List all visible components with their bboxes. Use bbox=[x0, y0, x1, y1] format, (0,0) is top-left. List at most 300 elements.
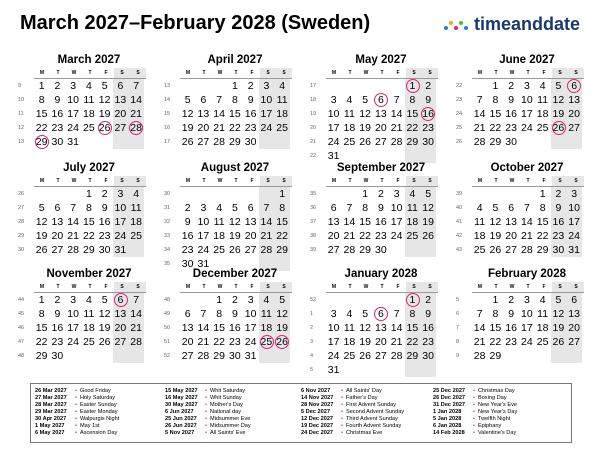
day-cell[interactable]: 1 bbox=[38, 294, 45, 306]
day-cell[interactable]: 16 bbox=[98, 216, 111, 228]
day-cell[interactable]: 13 bbox=[197, 108, 210, 120]
day-cell[interactable]: 5 bbox=[274, 293, 290, 307]
day-cell[interactable]: 23 bbox=[420, 121, 436, 135]
day-cell[interactable]: 10 bbox=[390, 202, 403, 214]
holiday-name[interactable]: May 1st bbox=[79, 423, 100, 429]
day-cell[interactable]: 23 bbox=[181, 244, 194, 256]
holiday-name[interactable]: Third Advent Sunday bbox=[345, 416, 398, 422]
day-cell[interactable]: 11 bbox=[259, 307, 275, 321]
day-cell[interactable]: 8 bbox=[405, 307, 421, 321]
holiday-name[interactable]: Holy Saturday bbox=[79, 395, 116, 401]
day-cell[interactable]: 6 bbox=[330, 202, 337, 214]
day-cell[interactable]: 2 bbox=[420, 79, 436, 93]
day-cell[interactable]: 28 bbox=[521, 244, 533, 256]
day-cell[interactable]: 25 bbox=[536, 336, 549, 348]
day-cell[interactable]: 4 bbox=[539, 294, 546, 306]
day-cell[interactable]: 6 bbox=[113, 79, 129, 93]
day-cell[interactable]: 24 bbox=[197, 244, 210, 256]
day-cell[interactable]: 9 bbox=[54, 94, 61, 106]
day-cell[interactable]: 26 bbox=[98, 336, 111, 348]
day-cell[interactable]: 7 bbox=[393, 308, 400, 320]
day-cell[interactable]: 31 bbox=[67, 136, 79, 148]
day-cell[interactable]: 3 bbox=[113, 187, 129, 201]
day-cell[interactable]: 17 bbox=[327, 122, 340, 134]
day-cell[interactable]: 18 bbox=[83, 108, 95, 120]
day-cell[interactable]: 17 bbox=[521, 108, 533, 120]
day-cell[interactable]: 6 bbox=[54, 202, 61, 214]
timeanddate-logo[interactable] bbox=[444, 14, 580, 35]
day-cell[interactable]: 22 bbox=[359, 230, 371, 242]
day-cell[interactable]: 24 bbox=[67, 122, 79, 134]
day-cell[interactable]: 22 bbox=[405, 335, 421, 349]
day-cell[interactable]: 24 bbox=[244, 336, 257, 348]
day-cell[interactable]: 30 bbox=[505, 136, 517, 148]
day-cell[interactable]: 18 bbox=[473, 230, 486, 242]
day-cell[interactable]: 19 bbox=[420, 215, 436, 229]
day-cell[interactable]: 10 bbox=[521, 94, 533, 106]
day-cell[interactable]: 29 bbox=[229, 136, 241, 148]
day-cell[interactable]: 20 bbox=[566, 107, 582, 121]
day-cell[interactable]: 18 bbox=[259, 321, 275, 335]
day-cell[interactable]: 10 bbox=[327, 322, 340, 334]
day-cell[interactable]: 31 bbox=[327, 364, 340, 376]
day-cell[interactable]: 8 bbox=[274, 201, 290, 215]
holiday-name[interactable]: Christmas Day bbox=[477, 388, 515, 394]
day-cell[interactable]: 28 bbox=[343, 244, 356, 256]
day-cell[interactable]: 24 bbox=[390, 230, 403, 242]
day-cell[interactable]: 2 bbox=[184, 202, 191, 214]
holiday-day-cell[interactable]: 6 bbox=[113, 293, 129, 307]
day-cell[interactable]: 31 bbox=[327, 150, 340, 162]
day-cell[interactable]: 23 bbox=[375, 230, 387, 242]
day-cell[interactable]: 4 bbox=[128, 187, 144, 201]
day-cell[interactable]: 13 bbox=[181, 322, 194, 334]
day-cell[interactable]: 11 bbox=[83, 94, 95, 106]
holiday-name[interactable]: Whit Saturday bbox=[209, 388, 246, 394]
day-cell[interactable]: 17 bbox=[67, 322, 79, 334]
day-cell[interactable]: 27 bbox=[113, 335, 129, 349]
day-cell[interactable]: 7 bbox=[128, 79, 144, 93]
day-cell[interactable]: 3 bbox=[523, 294, 530, 306]
day-cell[interactable]: 19 bbox=[489, 230, 502, 242]
day-cell[interactable]: 27 bbox=[181, 350, 194, 362]
day-cell[interactable]: 5 bbox=[38, 202, 45, 214]
holiday-day-cell[interactable]: 29 bbox=[34, 135, 50, 149]
day-cell[interactable]: 29 bbox=[274, 243, 290, 257]
day-cell[interactable]: 12 bbox=[551, 93, 567, 107]
day-cell[interactable]: 26 bbox=[359, 350, 371, 362]
day-cell[interactable]: 6 bbox=[566, 293, 582, 307]
day-cell[interactable]: 26 bbox=[420, 229, 436, 243]
day-cell[interactable]: 27 bbox=[113, 121, 129, 135]
day-cell[interactable]: 3 bbox=[247, 294, 254, 306]
day-cell[interactable]: 15 bbox=[35, 322, 48, 334]
holiday-name[interactable]: Twelfth Night bbox=[477, 416, 511, 422]
day-cell[interactable]: 24 bbox=[521, 336, 533, 348]
day-cell[interactable]: 3 bbox=[330, 308, 337, 320]
day-cell[interactable]: 29 bbox=[405, 135, 421, 149]
day-cell[interactable]: 12 bbox=[420, 201, 436, 215]
day-cell[interactable]: 13 bbox=[113, 307, 129, 321]
day-cell[interactable]: 27 bbox=[197, 136, 210, 148]
day-cell[interactable]: 21 bbox=[197, 336, 210, 348]
day-cell[interactable]: 7 bbox=[128, 293, 144, 307]
day-cell[interactable]: 17 bbox=[566, 215, 582, 229]
holiday-day-cell[interactable]: 1 bbox=[405, 79, 421, 93]
day-cell[interactable]: 11 bbox=[537, 94, 549, 106]
day-cell[interactable]: 8 bbox=[85, 202, 92, 214]
day-cell[interactable]: 27 bbox=[327, 244, 340, 256]
day-cell[interactable]: 16 bbox=[505, 322, 517, 334]
day-cell[interactable]: 9 bbox=[508, 94, 515, 106]
holiday-name[interactable]: Whit Sunday bbox=[209, 395, 242, 401]
day-cell[interactable]: 6 bbox=[200, 94, 207, 106]
day-cell[interactable]: 12 bbox=[181, 108, 194, 120]
day-cell[interactable]: 23 bbox=[229, 336, 241, 348]
day-cell[interactable]: 3 bbox=[259, 79, 275, 93]
day-cell[interactable]: 2 bbox=[508, 80, 515, 92]
day-cell[interactable]: 30 bbox=[420, 135, 436, 149]
day-cell[interactable]: 21 bbox=[67, 230, 79, 242]
day-cell[interactable]: 1 bbox=[274, 187, 290, 201]
day-cell[interactable]: 6 bbox=[247, 202, 254, 214]
holiday-day-cell[interactable]: 25 bbox=[259, 335, 275, 349]
day-cell[interactable]: 31 bbox=[566, 243, 582, 257]
day-cell[interactable]: 25 bbox=[405, 229, 421, 243]
day-cell[interactable]: 13 bbox=[244, 216, 257, 228]
day-cell[interactable]: 18 bbox=[536, 322, 549, 334]
holiday-day-cell[interactable]: 16 bbox=[420, 107, 436, 121]
day-cell[interactable]: 11 bbox=[537, 308, 549, 320]
day-cell[interactable]: 5 bbox=[231, 202, 238, 214]
day-cell[interactable]: 4 bbox=[216, 202, 223, 214]
day-cell[interactable]: 28 bbox=[390, 136, 403, 148]
day-cell[interactable]: 17 bbox=[113, 215, 129, 229]
day-cell[interactable]: 2 bbox=[231, 294, 238, 306]
day-cell[interactable]: 20 bbox=[197, 122, 210, 134]
holiday-name[interactable]: Easter Sunday bbox=[79, 402, 117, 408]
day-cell[interactable]: 22 bbox=[489, 122, 502, 134]
day-cell[interactable]: 1 bbox=[362, 188, 369, 200]
day-cell[interactable]: 5 bbox=[492, 202, 499, 214]
day-cell[interactable]: 7 bbox=[476, 94, 483, 106]
day-cell[interactable]: 22 bbox=[536, 230, 549, 242]
day-cell[interactable]: 10 bbox=[244, 308, 257, 320]
holiday-name[interactable]: All Saints' Day bbox=[345, 388, 382, 394]
day-cell[interactable]: 21 bbox=[128, 321, 144, 335]
day-cell[interactable]: 19 bbox=[551, 107, 567, 121]
holiday-name[interactable]: New Year's Day bbox=[477, 409, 518, 415]
day-cell[interactable]: 18 bbox=[128, 215, 144, 229]
day-cell[interactable]: 14 bbox=[128, 307, 144, 321]
holiday-name[interactable]: Mother's Day bbox=[209, 402, 243, 408]
day-cell[interactable]: 4 bbox=[85, 294, 92, 306]
day-cell[interactable]: 8 bbox=[38, 308, 45, 320]
day-cell[interactable]: 25 bbox=[83, 336, 95, 348]
day-cell[interactable]: 2 bbox=[54, 80, 61, 92]
day-cell[interactable]: 12 bbox=[274, 307, 290, 321]
day-cell[interactable]: 31 bbox=[197, 258, 210, 270]
day-cell[interactable]: 22 bbox=[229, 122, 241, 134]
day-cell[interactable]: 18 bbox=[213, 230, 225, 242]
day-cell[interactable]: 2 bbox=[551, 187, 567, 201]
day-cell[interactable]: 16 bbox=[244, 108, 257, 120]
day-cell[interactable]: 3 bbox=[70, 80, 77, 92]
day-cell[interactable]: 13 bbox=[51, 216, 64, 228]
day-cell[interactable]: 2 bbox=[101, 188, 108, 200]
day-cell[interactable]: 28 bbox=[473, 350, 486, 362]
day-cell[interactable]: 5 bbox=[420, 187, 436, 201]
day-cell[interactable]: 7 bbox=[476, 308, 483, 320]
day-cell[interactable]: 12 bbox=[98, 94, 111, 106]
day-cell[interactable]: 21 bbox=[259, 229, 275, 243]
holiday-name[interactable]: Second Advent Sunday bbox=[345, 409, 405, 415]
day-cell[interactable]: 5 bbox=[551, 79, 567, 93]
day-cell[interactable]: 3 bbox=[200, 202, 207, 214]
day-cell[interactable]: 9 bbox=[377, 202, 384, 214]
day-cell[interactable]: 20 bbox=[244, 230, 257, 242]
day-cell[interactable]: 8 bbox=[492, 308, 499, 320]
day-cell[interactable]: 6 bbox=[184, 308, 191, 320]
day-cell[interactable]: 24 bbox=[259, 121, 275, 135]
day-cell[interactable]: 29 bbox=[83, 244, 95, 256]
day-cell[interactable]: 12 bbox=[35, 216, 48, 228]
day-cell[interactable]: 27 bbox=[505, 244, 517, 256]
day-cell[interactable]: 11 bbox=[343, 108, 355, 120]
day-cell[interactable]: 27 bbox=[566, 121, 582, 135]
day-cell[interactable]: 10 bbox=[67, 94, 79, 106]
day-cell[interactable]: 16 bbox=[181, 230, 194, 242]
day-cell[interactable]: 8 bbox=[216, 308, 223, 320]
day-cell[interactable]: 4 bbox=[346, 308, 353, 320]
day-cell[interactable]: 21 bbox=[343, 230, 356, 242]
holiday-name[interactable]: New Year's Eve bbox=[477, 402, 517, 408]
day-cell[interactable]: 10 bbox=[67, 308, 79, 320]
day-cell[interactable]: 22 bbox=[489, 336, 502, 348]
day-cell[interactable]: 22 bbox=[83, 230, 95, 242]
day-cell[interactable]: 13 bbox=[505, 216, 517, 228]
day-cell[interactable]: 14 bbox=[473, 322, 486, 334]
day-cell[interactable]: 20 bbox=[566, 321, 582, 335]
holiday-name[interactable]: National day bbox=[209, 409, 242, 415]
day-cell[interactable]: 13 bbox=[327, 216, 340, 228]
day-cell[interactable]: 14 bbox=[128, 93, 144, 107]
day-cell[interactable]: 4 bbox=[259, 293, 275, 307]
day-cell[interactable]: 15 bbox=[213, 322, 225, 334]
day-cell[interactable]: 16 bbox=[375, 216, 387, 228]
day-cell[interactable]: 26 bbox=[359, 136, 371, 148]
holiday-day-cell[interactable]: 1 bbox=[405, 293, 421, 307]
day-cell[interactable]: 7 bbox=[393, 94, 400, 106]
day-cell[interactable]: 15 bbox=[489, 108, 502, 120]
holiday-name[interactable]: Walpurgis Night bbox=[79, 416, 120, 422]
day-cell[interactable]: 4 bbox=[405, 187, 421, 201]
day-cell[interactable]: 21 bbox=[390, 336, 403, 348]
day-cell[interactable]: 26 bbox=[551, 335, 567, 349]
day-cell[interactable]: 23 bbox=[51, 336, 64, 348]
day-cell[interactable]: 3 bbox=[393, 188, 400, 200]
day-cell[interactable]: 7 bbox=[70, 202, 77, 214]
day-cell[interactable]: 19 bbox=[229, 230, 241, 242]
day-cell[interactable]: 19 bbox=[181, 122, 194, 134]
day-cell[interactable]: 30 bbox=[51, 136, 64, 148]
day-cell[interactable]: 9 bbox=[508, 308, 515, 320]
day-cell[interactable]: 23 bbox=[420, 335, 436, 349]
holiday-day-cell[interactable]: 26 bbox=[97, 121, 113, 135]
day-cell[interactable]: 29 bbox=[35, 350, 48, 362]
day-cell[interactable]: 7 bbox=[200, 308, 207, 320]
day-cell[interactable]: 14 bbox=[473, 108, 486, 120]
day-cell[interactable]: 22 bbox=[35, 122, 48, 134]
day-cell[interactable]: 18 bbox=[83, 322, 95, 334]
day-cell[interactable]: 28 bbox=[473, 136, 486, 148]
day-cell[interactable]: 9 bbox=[420, 93, 436, 107]
day-cell[interactable]: 8 bbox=[231, 94, 238, 106]
day-cell[interactable]: 9 bbox=[184, 216, 191, 228]
day-cell[interactable]: 30 bbox=[98, 244, 111, 256]
day-cell[interactable]: 19 bbox=[274, 321, 290, 335]
holiday-day-cell[interactable]: 28 bbox=[128, 121, 144, 135]
day-cell[interactable]: 30 bbox=[229, 350, 241, 362]
day-cell[interactable]: 24 bbox=[67, 336, 79, 348]
day-cell[interactable]: 1 bbox=[38, 80, 45, 92]
day-cell[interactable]: 10 bbox=[566, 201, 582, 215]
day-cell[interactable]: 25 bbox=[83, 122, 95, 134]
day-cell[interactable]: 17 bbox=[244, 322, 257, 334]
day-cell[interactable]: 17 bbox=[197, 230, 210, 242]
day-cell[interactable]: 21 bbox=[521, 230, 533, 242]
day-cell[interactable]: 20 bbox=[505, 230, 517, 242]
day-cell[interactable]: 10 bbox=[259, 93, 275, 107]
day-cell[interactable]: 9 bbox=[54, 308, 61, 320]
day-cell[interactable]: 11 bbox=[474, 216, 486, 228]
day-cell[interactable]: 25 bbox=[128, 229, 144, 243]
day-cell[interactable]: 15 bbox=[405, 107, 421, 121]
day-cell[interactable]: 28 bbox=[390, 350, 403, 362]
day-cell[interactable]: 12 bbox=[551, 307, 567, 321]
day-cell[interactable]: 8 bbox=[539, 202, 546, 214]
day-cell[interactable]: 4 bbox=[274, 79, 290, 93]
holiday-name[interactable]: Good Friday bbox=[79, 388, 111, 394]
day-cell[interactable]: 8 bbox=[362, 202, 369, 214]
day-cell[interactable]: 23 bbox=[244, 122, 257, 134]
day-cell[interactable]: 7 bbox=[259, 201, 275, 215]
day-cell[interactable]: 10 bbox=[327, 108, 340, 120]
day-cell[interactable]: 9 bbox=[231, 308, 238, 320]
holiday-day-cell[interactable]: 6 bbox=[373, 93, 389, 107]
day-cell[interactable]: 20 bbox=[51, 230, 64, 242]
day-cell[interactable]: 26 bbox=[229, 244, 241, 256]
day-cell[interactable]: 20 bbox=[181, 336, 194, 348]
day-cell[interactable]: 15 bbox=[405, 321, 421, 335]
day-cell[interactable]: 21 bbox=[390, 122, 403, 134]
day-cell[interactable]: 4 bbox=[85, 80, 92, 92]
day-cell[interactable]: 20 bbox=[375, 122, 387, 134]
day-cell[interactable]: 24 bbox=[566, 229, 582, 243]
day-cell[interactable]: 16 bbox=[420, 321, 436, 335]
day-cell[interactable]: 16 bbox=[505, 108, 517, 120]
day-cell[interactable]: 28 bbox=[67, 244, 79, 256]
day-cell[interactable]: 18 bbox=[343, 336, 356, 348]
day-cell[interactable]: 23 bbox=[505, 336, 517, 348]
day-cell[interactable]: 30 bbox=[181, 258, 194, 270]
day-cell[interactable]: 5 bbox=[101, 294, 108, 306]
day-cell[interactable]: 5 bbox=[551, 293, 567, 307]
day-cell[interactable]: 7 bbox=[346, 202, 353, 214]
day-cell[interactable]: 15 bbox=[35, 108, 48, 120]
day-cell[interactable]: 13 bbox=[566, 307, 582, 321]
day-cell[interactable]: 10 bbox=[113, 201, 129, 215]
day-cell[interactable]: 1 bbox=[85, 188, 92, 200]
holiday-name[interactable]: Midsummer Eve bbox=[209, 416, 251, 422]
day-cell[interactable]: 9 bbox=[420, 307, 436, 321]
day-cell[interactable]: 10 bbox=[197, 216, 210, 228]
holiday-name[interactable]: First Advent Sunday bbox=[345, 402, 397, 408]
day-cell[interactable]: 16 bbox=[51, 322, 64, 334]
day-cell[interactable]: 22 bbox=[405, 121, 421, 135]
day-cell[interactable]: 24 bbox=[327, 350, 340, 362]
holiday-name[interactable]: Ascension Day bbox=[79, 430, 118, 436]
holiday-name[interactable]: Easter Monday bbox=[79, 409, 118, 415]
day-cell[interactable]: 19 bbox=[359, 122, 371, 134]
day-cell[interactable]: 27 bbox=[375, 350, 387, 362]
day-cell[interactable]: 23 bbox=[98, 230, 111, 242]
day-cell[interactable]: 29 bbox=[213, 350, 225, 362]
day-cell[interactable]: 12 bbox=[98, 308, 111, 320]
day-cell[interactable]: 7 bbox=[523, 202, 530, 214]
holiday-name[interactable]: Christmas Eve bbox=[345, 430, 383, 436]
day-cell[interactable]: 12 bbox=[489, 216, 502, 228]
day-cell[interactable]: 27 bbox=[375, 136, 387, 148]
day-cell[interactable]: 27 bbox=[566, 335, 582, 349]
day-cell[interactable]: 8 bbox=[405, 93, 421, 107]
day-cell[interactable]: 14 bbox=[213, 108, 225, 120]
holiday-name[interactable]: Epiphany bbox=[477, 423, 502, 429]
day-cell[interactable]: 17 bbox=[521, 322, 533, 334]
day-cell[interactable]: 29 bbox=[405, 349, 421, 363]
day-cell[interactable]: 6 bbox=[508, 202, 515, 214]
day-cell[interactable]: 4 bbox=[476, 202, 483, 214]
day-cell[interactable]: 2 bbox=[377, 188, 384, 200]
day-cell[interactable]: 3 bbox=[523, 80, 530, 92]
day-cell[interactable]: 26 bbox=[35, 244, 48, 256]
day-cell[interactable]: 1 bbox=[492, 294, 499, 306]
day-cell[interactable]: 30 bbox=[375, 244, 387, 256]
day-cell[interactable]: 1 bbox=[492, 80, 499, 92]
day-cell[interactable]: 13 bbox=[566, 93, 582, 107]
day-cell[interactable]: 15 bbox=[274, 215, 290, 229]
day-cell[interactable]: 18 bbox=[274, 107, 290, 121]
day-cell[interactable]: 14 bbox=[521, 216, 533, 228]
day-cell[interactable]: 15 bbox=[229, 108, 241, 120]
day-cell[interactable]: 27 bbox=[51, 244, 64, 256]
day-cell[interactable]: 26 bbox=[489, 244, 502, 256]
day-cell[interactable]: 10 bbox=[521, 308, 533, 320]
day-cell[interactable]: 2 bbox=[420, 293, 436, 307]
holiday-name[interactable]: Boxing Day bbox=[477, 395, 507, 401]
day-cell[interactable]: 2 bbox=[247, 80, 254, 92]
day-cell[interactable]: 24 bbox=[113, 229, 129, 243]
day-cell[interactable]: 25 bbox=[473, 244, 486, 256]
day-cell[interactable]: 5 bbox=[101, 80, 108, 92]
day-cell[interactable]: 17 bbox=[390, 216, 403, 228]
holiday-day-cell[interactable]: 26 bbox=[551, 121, 567, 135]
day-cell[interactable]: 21 bbox=[473, 336, 486, 348]
day-cell[interactable]: 14 bbox=[67, 216, 79, 228]
day-cell[interactable]: 9 bbox=[247, 94, 254, 106]
day-cell[interactable]: 28 bbox=[213, 136, 225, 148]
day-cell[interactable]: 5 bbox=[362, 308, 369, 320]
